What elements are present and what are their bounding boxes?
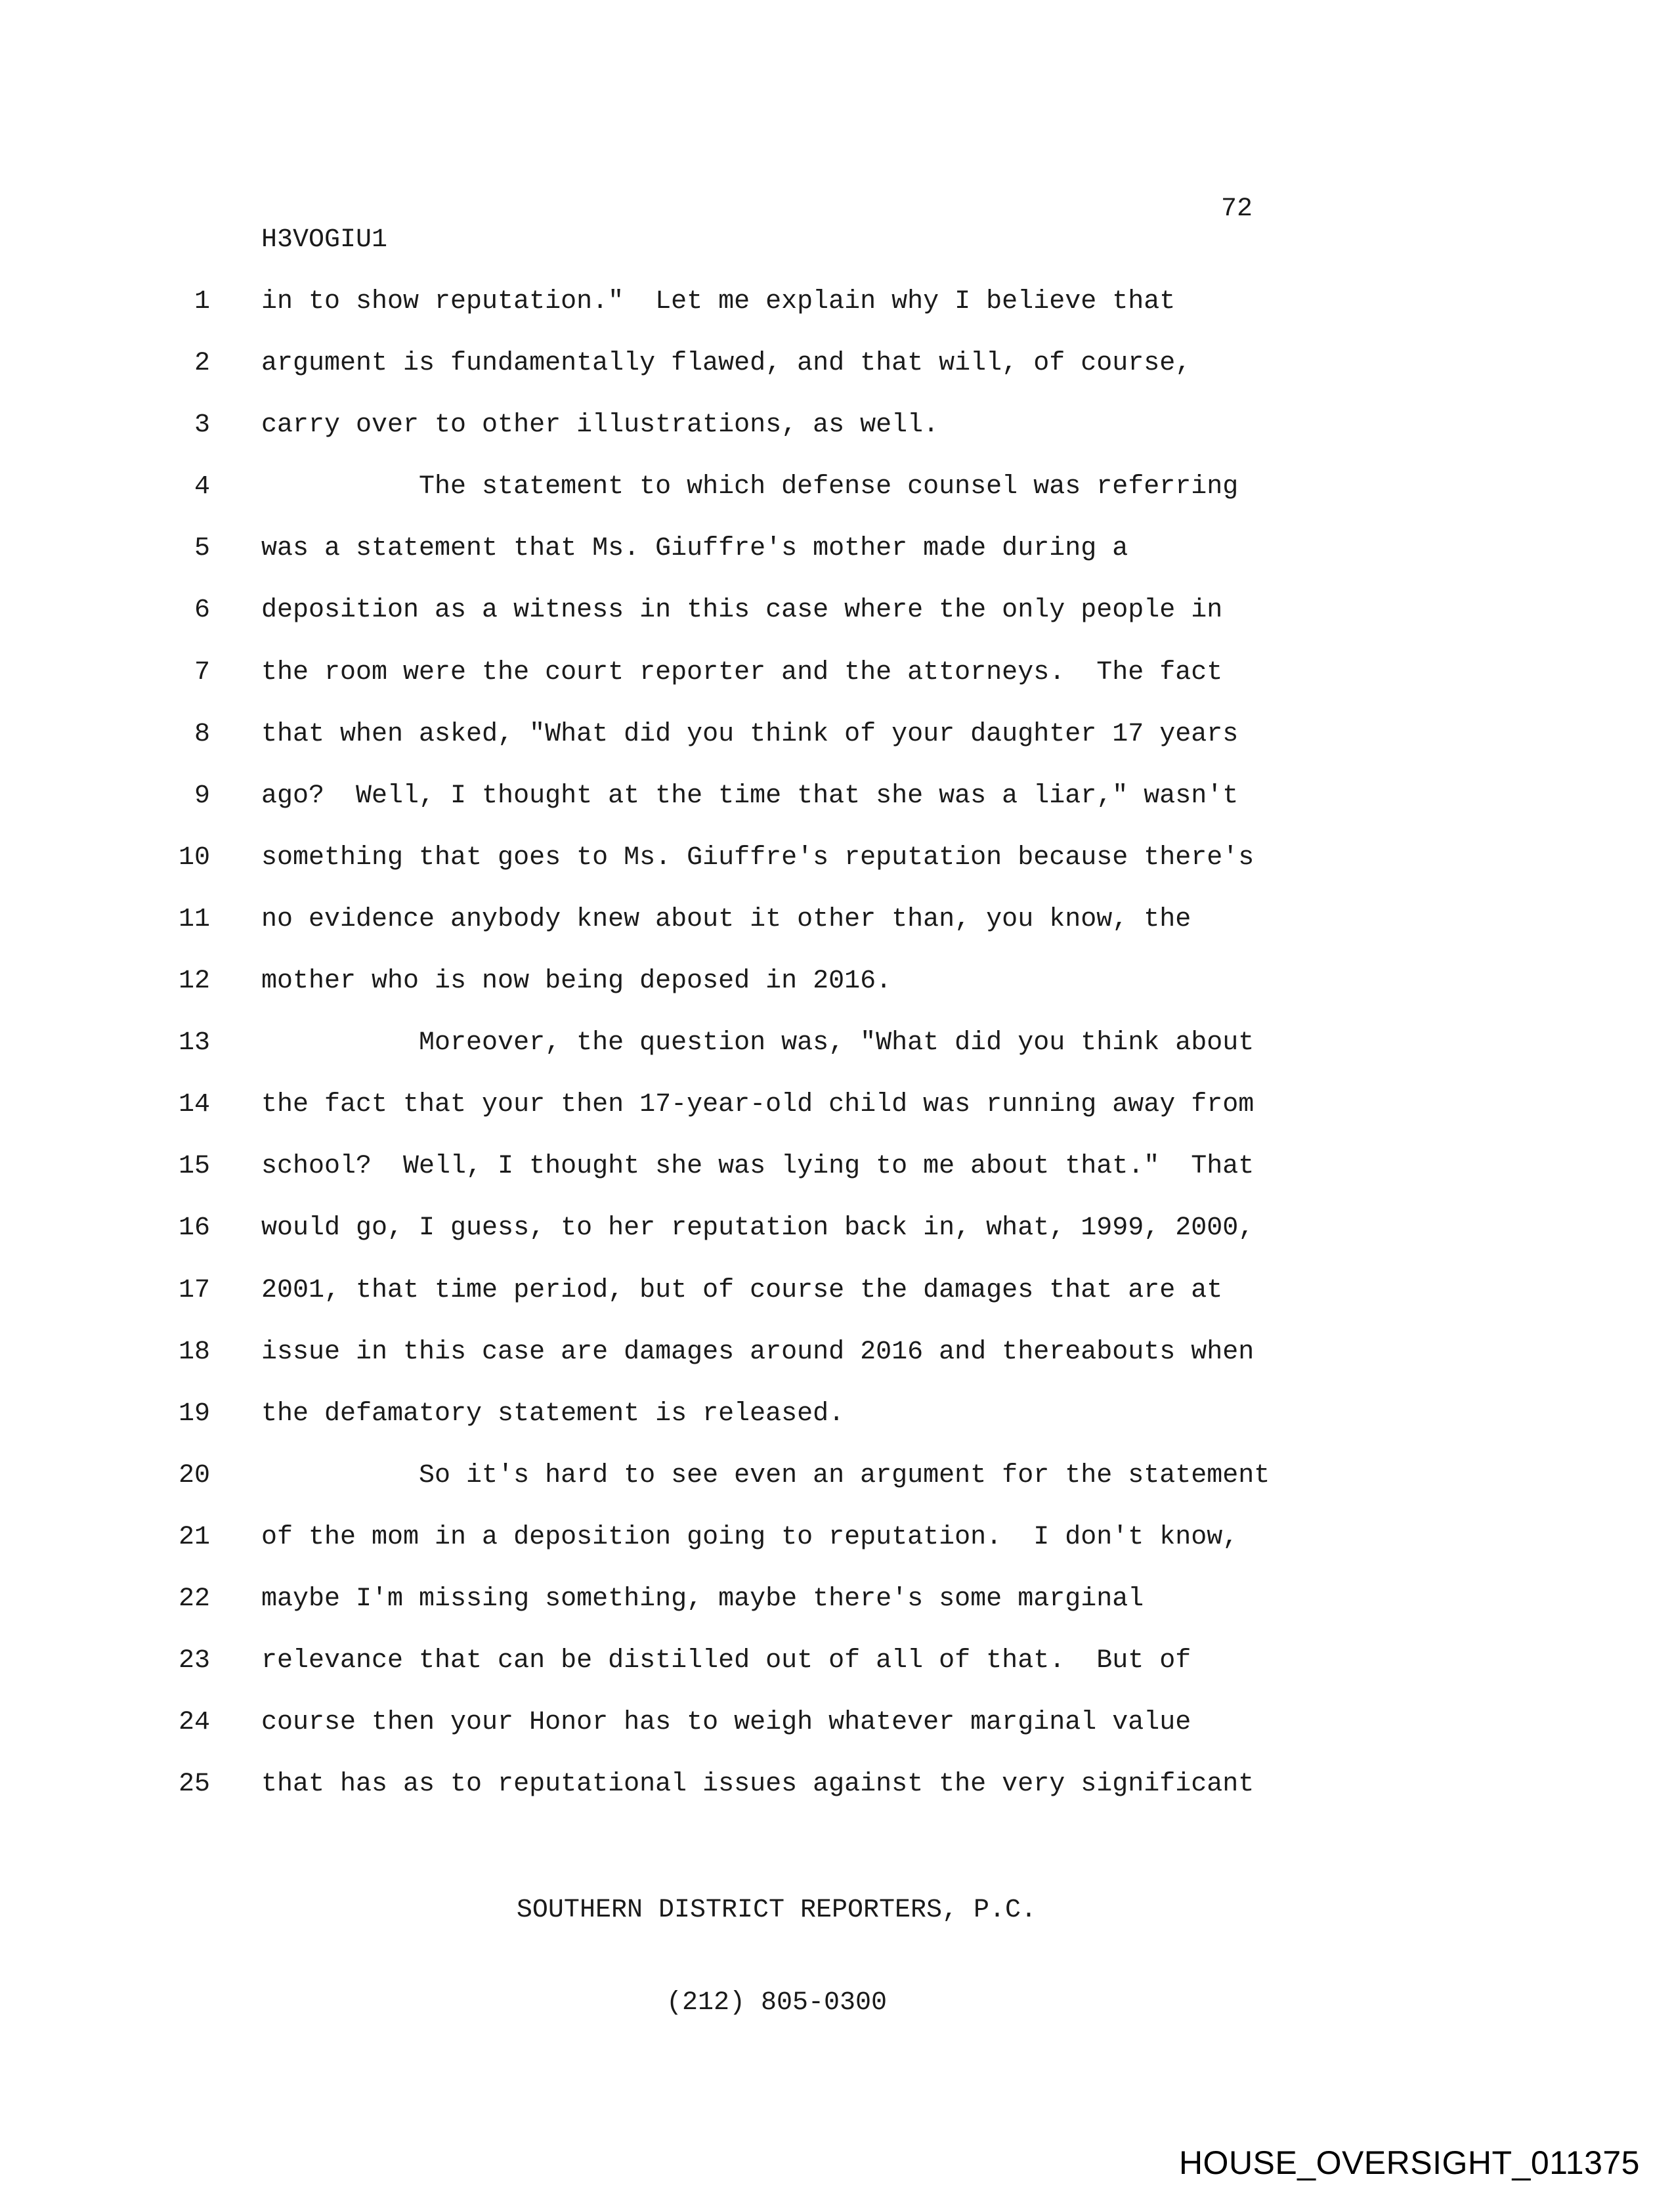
bates-number: HOUSE_OVERSIGHT_011375 [1178,2144,1640,2181]
reporter-name: SOUTHERN DISTRICT REPORTERS, P.C. [516,1896,1037,1925]
line-number: 18 [178,1337,210,1367]
line-number: 17 [178,1275,210,1305]
line-number: 16 [178,1213,210,1244]
line-number: 10 [178,842,210,873]
transcript-line [0,1152,1674,1213]
transcript-line [0,1276,1674,1337]
line-number: 22 [178,1584,210,1614]
line-text: Moreover, the question was, "What did you think about [261,1028,1255,1058]
transcript-line [0,287,1674,349]
transcript-line [0,966,1674,1028]
line-number: 2 [194,349,210,379]
transcript-line [0,1646,1674,1708]
line-number: 13 [178,1028,210,1058]
transcript-line [0,1769,1674,1831]
transcript-line [0,1028,1674,1090]
transcript-line [0,596,1674,657]
line-text: of the mom in a deposition going to reputation. I don't know, [261,1522,1239,1552]
line-number: 6 [194,596,210,626]
line-number: 9 [194,781,210,811]
line-text: something that goes to Ms. Giuffre's reputation because there's [261,842,1255,873]
line-number: 4 [194,472,210,502]
reporter-phone: (212) 805-0300 [666,1988,888,2018]
transcript-line [0,843,1674,905]
transcript-line [0,1337,1674,1399]
line-text: mother who is now being deposed in 2016. [261,966,892,997]
line-text: that has as to reputational issues against the very significant [261,1769,1255,1800]
line-text: in to show reputation." Let me explain why I believe that [261,287,1176,316]
transcript-line [0,1461,1674,1523]
line-text: was a statement that Ms. Giuffre's mother made during a [261,534,1128,564]
line-number: 14 [178,1090,210,1120]
transcript-line [0,1090,1674,1152]
line-text: The statement to which defense counsel was referring [261,472,1239,502]
line-number: 5 [194,534,210,564]
transcript-line [0,720,1674,781]
line-text: the room were the court reporter and the attorneys. The fact [261,657,1223,687]
line-text: argument is fundamentally flawed, and that will, of course, [261,349,1191,379]
transcript-line [0,781,1674,843]
line-text: So it's hard to see even an argument for the statement [261,1460,1270,1490]
line-text: the defamatory statement is released. [261,1399,845,1429]
line-number: 15 [178,1152,210,1182]
line-text: course then your Honor has to weigh whatever marginal value [261,1708,1191,1738]
case-id: H3VOGIU1 [261,225,388,255]
line-text: that when asked, "What did you think of your daughter 17 years [261,719,1239,749]
line-text: deposition as a witness in this case where the only people in [261,596,1223,626]
line-number: 25 [178,1769,210,1800]
line-text: carry over to other illustrations, as well. [261,410,939,441]
line-number: 21 [178,1522,210,1552]
transcript-line [0,1399,1674,1461]
line-number: 12 [178,966,210,997]
transcript-line [0,1708,1674,1769]
line-number: 7 [194,657,210,687]
transcript-line [0,1213,1674,1275]
transcript-line [0,534,1674,596]
transcript-line [0,905,1674,966]
reporter-footer [0,1833,1553,2049]
transcript-line [0,1584,1674,1646]
line-text: no evidence anybody knew about it other than, you know, the [261,904,1191,934]
line-number: 1 [194,287,210,316]
line-number: 24 [178,1708,210,1738]
transcript-body [0,287,1674,1831]
transcript-line [0,472,1674,534]
line-number: 3 [194,410,210,441]
transcript-line [0,410,1674,472]
line-text: ago? Well, I thought at the time that she was a liar," wasn't [261,781,1239,811]
line-text: the fact that your then 17-year-old child was running away from [261,1090,1255,1120]
line-number: 23 [178,1646,210,1676]
line-number: 8 [194,719,210,749]
line-text: school? Well, I thought she was lying to me about that." That [261,1152,1255,1182]
line-text: would go, I guess, to her reputation back in, what, 1999, 2000, [261,1213,1255,1244]
line-text: issue in this case are damages around 2016 and thereabouts when [261,1337,1255,1367]
line-text: maybe I'm missing something, maybe there's some marginal [261,1584,1144,1614]
line-number: 19 [178,1399,210,1429]
page-number: 72 [1221,194,1253,224]
transcript-line [0,658,1674,720]
transcript-line [0,1523,1674,1584]
transcript-line [0,349,1674,410]
line-number: 11 [178,904,210,934]
line-number: 20 [178,1460,210,1490]
line-text: 2001, that time period, but of course the damages that are at [261,1275,1223,1305]
line-text: relevance that can be distilled out of all of that. But of [261,1646,1191,1676]
